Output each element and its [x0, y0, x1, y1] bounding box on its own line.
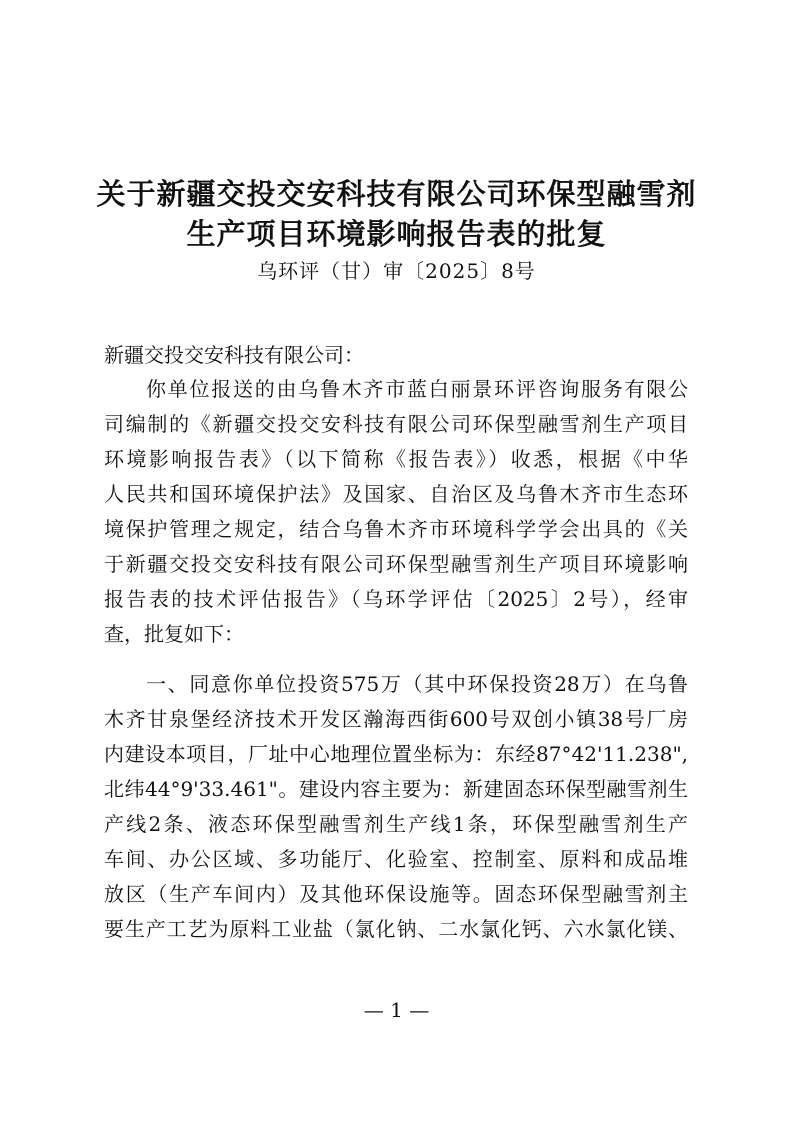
paragraph-line: 查，批复如下：	[104, 622, 244, 646]
paragraph-line: 于新疆交投交安科技有限公司环保型融雪剂生产项目环境影响	[104, 552, 688, 576]
paragraph-line: 木齐甘泉堡经济技术开发区瀚海西街600号双创小镇38号厂房	[104, 707, 688, 731]
paragraph-line: 环境影响报告表》（以下简称《报告表》）收悉，根据《中华	[104, 447, 688, 471]
paragraph-line: 境保护管理之规定，结合乌鲁木齐市环境科学学会出具的《关	[104, 517, 688, 541]
document-title-line-1: 关于新疆交投交安科技有限公司环保型融雪剂	[96, 177, 697, 211]
document-number: 乌环评（甘）审〔2025〕8号	[257, 259, 536, 283]
paragraph-line: 产线2条、液态环保型融雪剂生产线1条，环保型融雪剂生产	[104, 812, 688, 836]
paragraph-line: 要生产工艺为原料工业盐（氯化钠、二水氯化钙、六水氯化镁、	[104, 917, 688, 941]
page-number: — 1 —	[363, 998, 430, 1022]
paragraph-line: 一、同意你单位投资575万（其中环保投资28万）在乌鲁	[146, 672, 688, 696]
document-title-line-2: 生产项目环境影响报告表的批复	[186, 217, 607, 251]
paragraph-line: 车间、办公区域、多功能厅、化验室、控制室、原料和成品堆	[104, 847, 688, 871]
paragraph-line: 报告表的技术评估报告》（乌环学评估〔2025〕2号），经审	[104, 587, 688, 611]
paragraph-line: 人民共和国环境保护法》及国家、自治区及乌鲁木齐市生态环	[104, 482, 688, 506]
paragraph-line: 司编制的《新疆交投交安科技有限公司环保型融雪剂生产项目	[104, 412, 688, 436]
addressee: 新疆交投交安科技有限公司：	[104, 343, 364, 367]
paragraph-line: 你单位报送的由乌鲁木齐市蓝白丽景环评咨询服务有限公	[146, 377, 688, 401]
paragraph-line: 北纬44°9'33.461"。建设内容主要为：新建固态环保型融雪剂生	[104, 777, 688, 801]
paragraph-line: 放区（生产车间内）及其他环保设施等。固态环保型融雪剂主	[104, 882, 688, 906]
paragraph-line: 内建设本项目，厂址中心地理位置坐标为：东经87°42'11.238",	[104, 742, 688, 766]
